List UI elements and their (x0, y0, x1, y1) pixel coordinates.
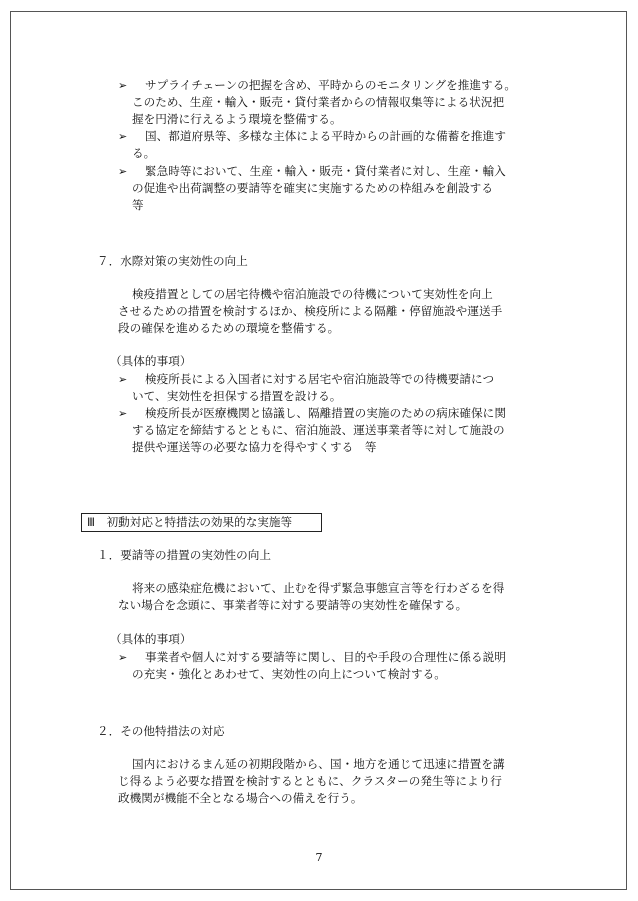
bullet-arrow-icon: ➢ (118, 79, 128, 92)
paragraph-line: させるための措置を検討するほか、検疫所による隔離・停留施設や運送手 (118, 304, 503, 318)
text-line: する協定を締結するとともに、宿泊施設、運送事業者等に対して施設の (132, 423, 505, 437)
section-heading: ７．水際対策の実効性の向上 (97, 254, 248, 268)
text-line: 提供や運送等の必要な協力を得やすくする 等 (132, 440, 377, 454)
text-line: 等 (132, 198, 144, 212)
section-heading: ２．その他特措法の対応 (97, 724, 225, 738)
bullet-arrow-icon: ➢ (118, 407, 128, 420)
text-line: 握を円滑に行えるよう環境を整備する。 (132, 112, 342, 126)
chapter-heading: Ⅲ 初動対応と特措法の効果的な実施等 (81, 513, 322, 532)
paragraph-line: ない場合を念頭に、事業者等に対する要請等の実効性を確保する。 (118, 598, 468, 612)
paragraph-line: 政機関が機能不全となる場合への備えを行う。 (118, 791, 363, 805)
bullet-arrow-icon: ➢ (118, 165, 128, 178)
paragraph-line: じ得るよう必要な措置を検討するとともに、クラスターの発生等により行 (118, 774, 502, 788)
specifics-label: （具体的事項） (110, 632, 192, 646)
bullet-arrow-icon: ➢ (118, 651, 128, 664)
text-line: サプライチェーンの把握を含め、平時からのモニタリングを推進する。 (145, 78, 516, 92)
text-line: の促進や出荷調整の要請等を確実に実施するための枠組みを創設する (132, 181, 493, 195)
section-heading: １．要請等の措置の実効性の向上 (97, 548, 271, 562)
paragraph-line: 国内におけるまん延の初期段階から、国・地方を通じて迅速に措置を講 (132, 757, 505, 771)
text-line: 検疫所長が医療機関と協議し、隔離措置の実施のための病床確保に関 (145, 406, 506, 420)
text-line: 事業者や個人に対する要請等に関し、目的や手段の合理性に係る説明 (145, 650, 506, 664)
paragraph-line: 将来の感染症危機において、止むを得ず緊急事態宣言等を行わざるを得 (132, 581, 505, 595)
paragraph-line: 検疫措置としての居宅待機や宿泊施設での待機について実効性を向上 (132, 287, 493, 301)
text-line: の充実・強化とあわせて、実効性の向上について検討する。 (132, 667, 446, 681)
text-line: 検疫所長による入国者に対する居宅や宿泊施設等での待機要請につ (145, 372, 495, 386)
bullet-arrow-icon: ➢ (118, 130, 128, 143)
text-line: このため、生産・輸入・販売・貸付業者からの情報収集等による状況把 (132, 95, 505, 109)
specifics-label: （具体的事項） (110, 354, 192, 368)
bullet-arrow-icon: ➢ (118, 373, 128, 386)
text-line: いて、実効性を担保する措置を設ける。 (132, 389, 342, 403)
text-line: 緊急時等において、生産・輸入・販売・貸付業者に対し、生産・輸入 (145, 164, 506, 178)
paragraph-line: 段の確保を進めるための環境を整備する。 (118, 321, 340, 335)
text-line: る。 (132, 146, 156, 160)
page-number: 7 (315, 851, 323, 864)
text-line: 国、都道府県等、多様な主体による平時からの計画的な備蓄を推進す (145, 129, 506, 143)
